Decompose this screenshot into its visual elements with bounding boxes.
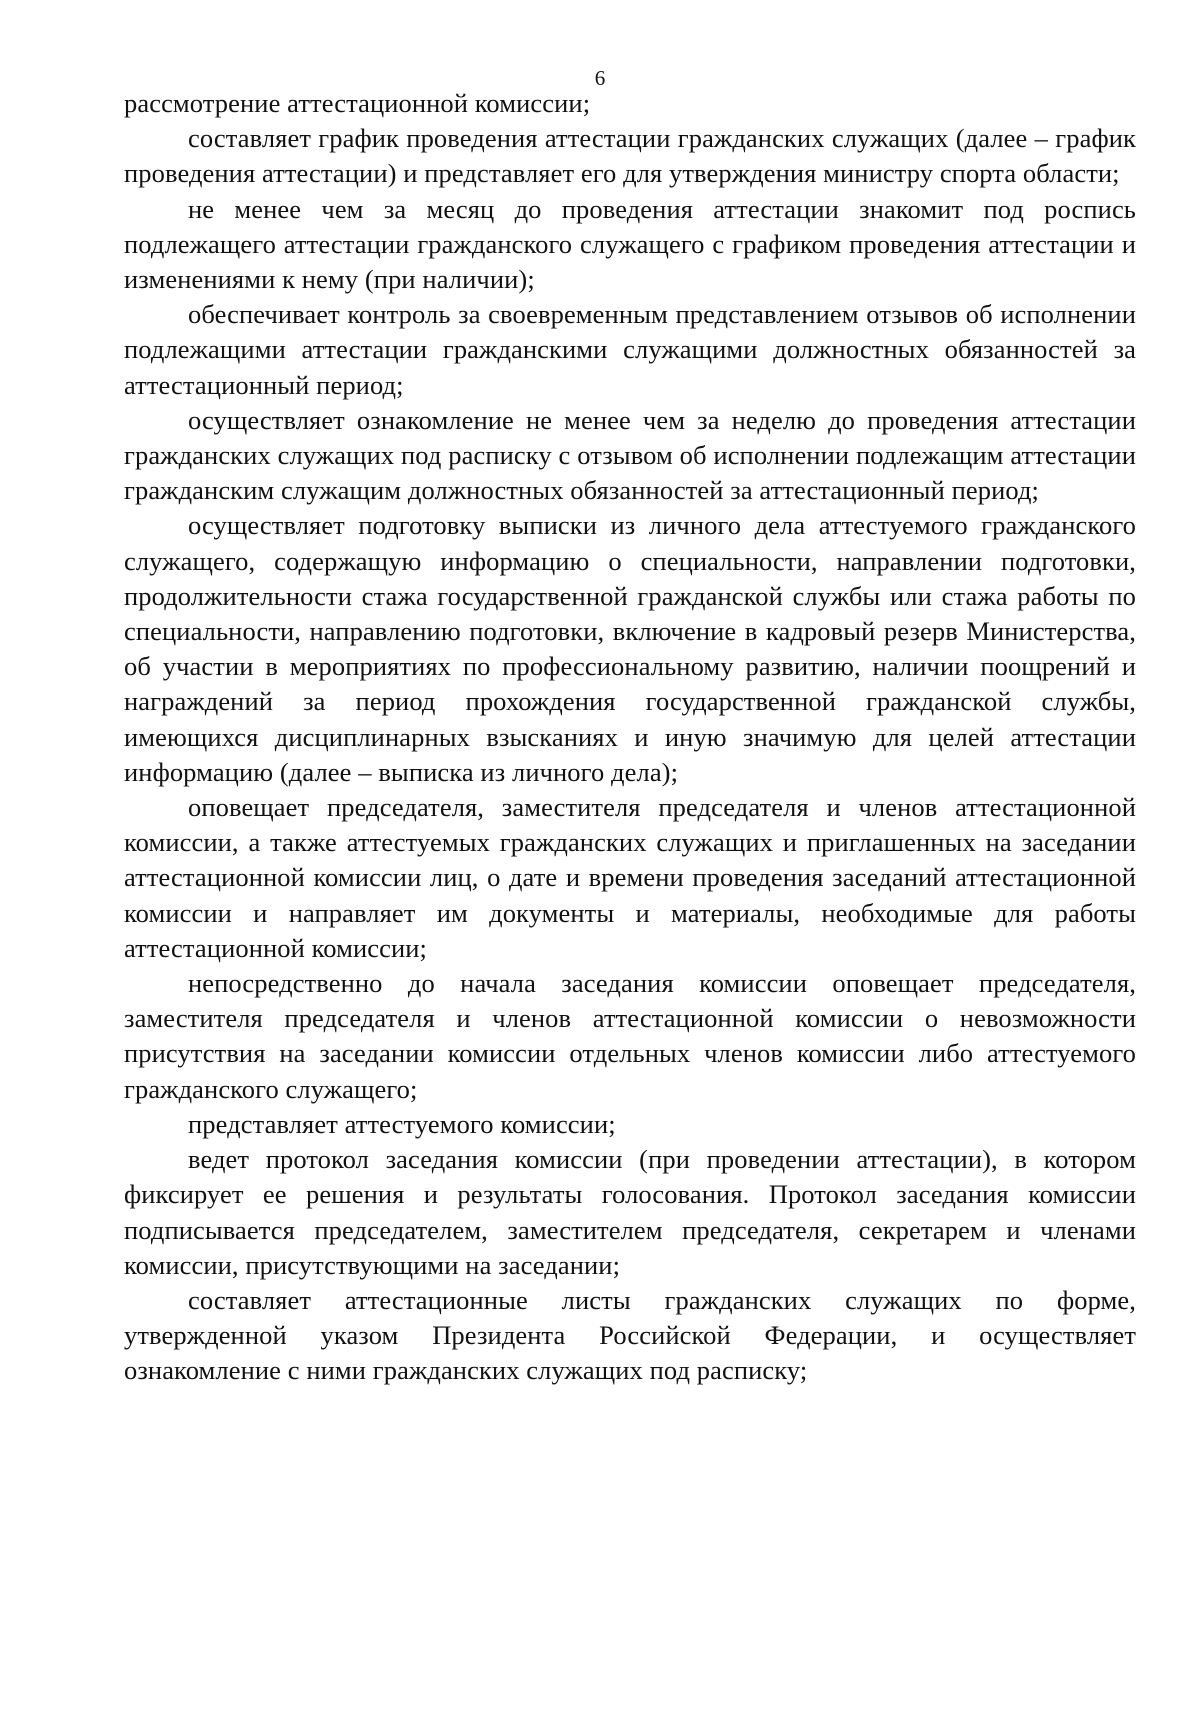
- paragraph-protocol: ведет протокол заседания комиссии (при проведении аттестации), в котором фиксирует ее решения и результаты голосования. Протокол заседания комиссии подписывается председателем, заместителем председателя, секретарем и членами комиссии, присутствующими на заседании;: [124, 1144, 1136, 1280]
- document-body: [124, 86, 1136, 1389]
- page-number: 6: [594, 66, 606, 90]
- paragraph-notification: оповещает председателя, заместителя председателя и членов аттестационной комиссии, а также аттестуемых гражданских служащих и приглашенных на заседании аттестационной комиссии лиц, о дате и времени проведения заседаний аттестационной комиссии и направляет им документы и материалы, необходимые для работы аттестационной комиссии;: [124, 792, 1136, 963]
- paragraph-presentation: представляет аттестуемого комиссии;: [188, 1108, 616, 1139]
- paragraph-absence-notification: непосредственно до начала заседания комиссии оповещает председателя, заместителя председателя и членов аттестационной комиссии о невозможности присутствия на заседании комиссии отдельных членов комиссии либо аттестуемого гражданского служащего;: [124, 968, 1136, 1104]
- paragraph-review-familiarization: осуществляет ознакомление не менее чем за неделю до проведения аттестации гражданских служащих под расписку с отзывом об исполнении подлежащим аттестации гражданским служащим должностных обязанностей за аттестационный период;: [124, 404, 1136, 506]
- paragraph-attestation-schedule: составляет график проведения аттестации гражданских служащих (далее – график проведения аттестации) и представляет его для утверждения министру спорта области;: [124, 123, 1136, 189]
- paragraph-attestation-sheets: составляет аттестационные листы гражданских служащих по форме, утвержденной указом Президента Российской Федерации, и осуществляет ознакомление с ними гражданских служащих под расписку;: [124, 1284, 1136, 1386]
- paragraph-continuation: рассмотрение аттестационной комиссии;: [124, 88, 591, 118]
- paragraph-personal-file-extract: осуществляет подготовку выписки из личного дела аттестуемого гражданского служащего, содержащую информацию о специальности, направлении подготовки, продолжительности стажа государственной гражданской службы или стажа работы по специальности, направлению подготовки, включение в кадровый резерв Министерства, об участии в мероприятиях по профессиональному развитию, наличии поощрений и награждений за период прохождения государственной гражданской службы, имеющихся дисциплинарных взысканиях и иную значимую для целей аттестации информацию (далее – выписка из личного дела);: [124, 510, 1136, 787]
- paragraph-schedule-familiarization: не менее чем за месяц до проведения аттестации знакомит под роспись подлежащего аттестации гражданского служащего с графиком проведения аттестации и изменениями к нему (при наличии);: [124, 193, 1136, 295]
- paragraph-review-control: обеспечивает контроль за своевременным представлением отзывов об исполнении подлежащими аттестации гражданскими служащими должностных обязанностей за аттестационный период;: [124, 299, 1136, 400]
